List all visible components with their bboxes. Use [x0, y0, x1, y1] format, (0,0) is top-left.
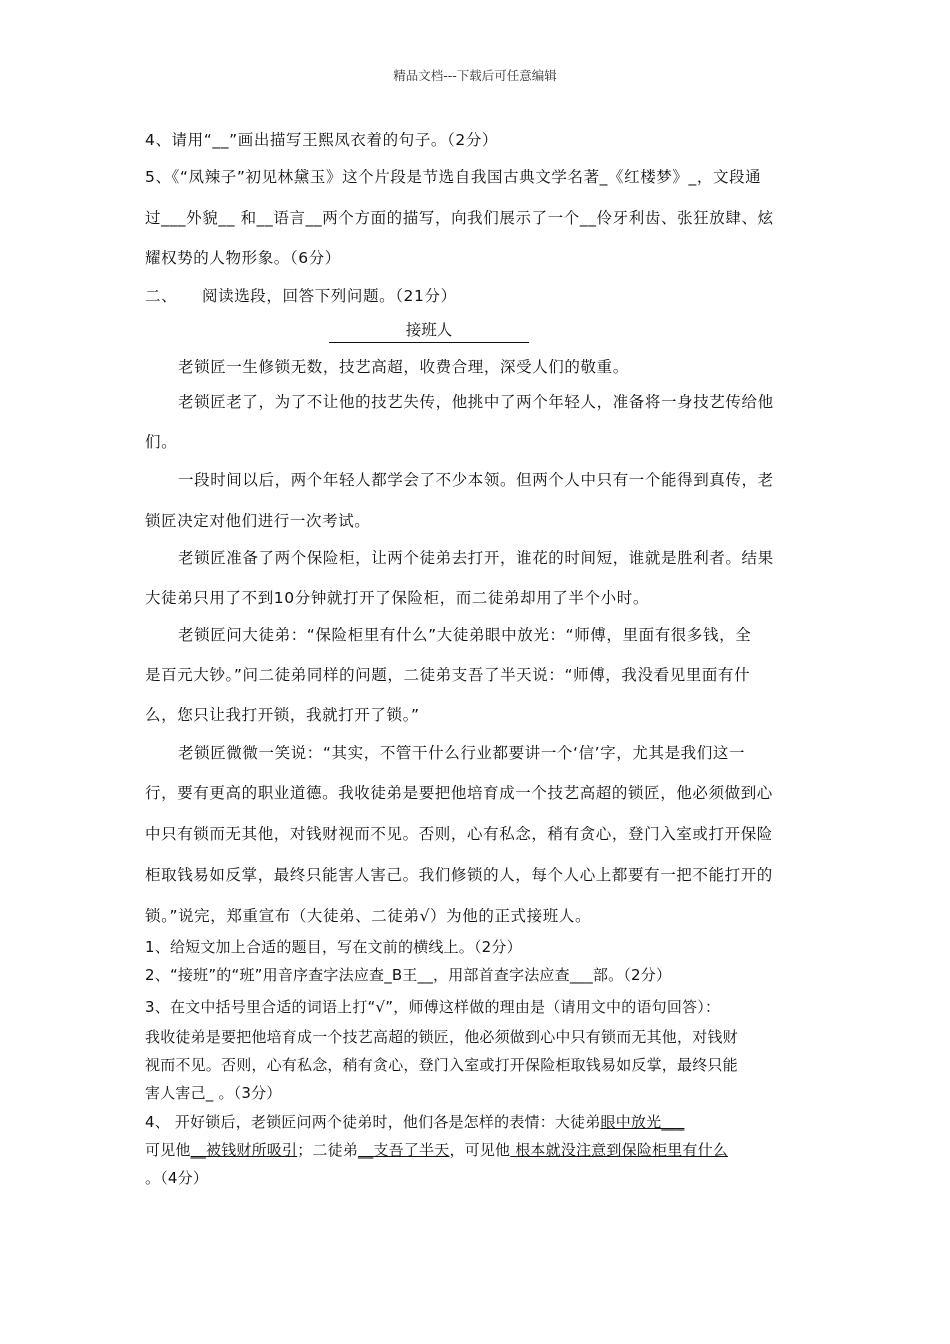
question-5-line-3: 耀权势的人物形象。（6分） [145, 249, 341, 267]
question-4-text: 可见他 [145, 1141, 191, 1159]
question-4-top: 4、请用“__”画出描写王熙凤衣着的句子。（2分） [145, 131, 499, 149]
question-3-line-4: 害人害己_ 。（3分） [145, 1084, 282, 1102]
page-header: 精品文档---下载后可任意编辑 [393, 68, 557, 83]
question-4-text: ，可见他 [449, 1141, 511, 1159]
question-4-line-1 [145, 1111, 684, 1132]
question-4-prefix: 4、 开好锁后，老锁匠问两个徒弟时，他们各是怎样的表情：大徒弟 [145, 1113, 601, 1131]
answer-expression-2: __支吾了半天 [358, 1141, 450, 1159]
story-line: 锁。”说完，郑重宣布（大徒弟、二徒弟√）为他的正式接班人。 [145, 907, 592, 925]
question-4-text: ；二徒弟 [297, 1141, 359, 1159]
story-line: 么，您只让我打开锁，我就打开了锁。” [145, 706, 420, 724]
story-line: 是百元大钞。”问二徒弟同样的问题，二徒弟支吾了半天说：“师傅，我没看见里面有什 [145, 666, 751, 684]
story-line: 行，要有更高的职业道德。我收徒弟是要把他培育成一个技艺高超的锁匠，他必须做到心 [145, 784, 773, 802]
question-5-line-1: 5、《“凤辣子”初见林黛玉》这个片段是节选自我国古典文学名著_《红楼梦》_，文段通 [145, 168, 762, 186]
story-line: 老锁匠老了，为了不让他的技艺失传，他挑中了两个年轻人，准备将一身技艺传给他 [178, 393, 774, 411]
answer-expression-1: 眼中放光___ [600, 1113, 685, 1131]
question-3-line-3: 视而不见。否则，心有私念，稍有贪心，登门入室或打开保险柜取钱易如反掌，最终只能 [145, 1056, 738, 1074]
story-line: 老锁匠微微一笑说：“其实，不管干什么行业都要讲一个‘信’字，尤其是我们这一 [178, 744, 746, 762]
story-line: 柜取钱易如反掌，最终只能害人害己。我们修锁的人，每个人心上都要有一把不能打开的 [145, 866, 773, 884]
question-3-line-1: 3、在文中括号里合适的词语上打“√”，师傅这样做的理由是（请用文中的语句回答）： [145, 998, 721, 1016]
story-line: 中只有锁而无其他，对钱财视而不见。否则，心有私念，稍有贪心，登门入室或打开保险 [145, 825, 773, 843]
question-5-line-2: 过___外貌__ 和__语言__两个方面的描写，向我们展示了一个__伶牙利齿、张狂放肆、炫 [145, 209, 774, 227]
story-line: 大徒弟只用了不到10分钟就打开了保险柜，而二徒弟却用了半个小时。 [145, 589, 649, 607]
section-2-heading: 阅读选段，回答下列问题。（21分） [202, 287, 457, 305]
question-3-line-2: 我收徒弟是要把他培育成一个技艺高超的锁匠，他必须做到心中只有锁而无其他，对钱财 [145, 1028, 738, 1046]
story-line: 老锁匠问大徒弟：“保险柜里有什么”大徒弟眼中放光：“师傅，里面有很多钱，全 [178, 626, 752, 644]
question-4-line-2 [145, 1139, 728, 1160]
story-line: 老锁匠一生修锁无数，技艺高超，收费合理，深受人们的敬重。 [178, 358, 629, 376]
question-1: 1、给短文加上合适的题目，写在文前的横线上。（2分） [145, 938, 522, 956]
answer-meaning-2: 根本就没注意到保险柜里有什么 [510, 1141, 729, 1159]
story-line: 老锁匠准备了两个保险柜，让两个徒弟去打开，谁花的时间短，谁就是胜利者。结果 [178, 549, 774, 567]
question-2: 2、“接班”的“班”用音序查字法应查_B王__，用部首查字法应查___部。（2分） [145, 966, 672, 984]
story-line: 一段时间以后，两个年轻人都学会了不少本领。但两个人中只有一个能得到真传，老 [178, 471, 774, 489]
answer-meaning-1: __被钱财所吸引 [190, 1141, 298, 1159]
section-2-label: 二、 [145, 287, 178, 305]
question-4-end: 。（4分） [145, 1169, 209, 1187]
story-line: 们。 [145, 433, 178, 451]
story-title: 接班人 [329, 318, 529, 343]
story-line: 锁匠决定对他们进行一次考试。 [145, 512, 371, 530]
